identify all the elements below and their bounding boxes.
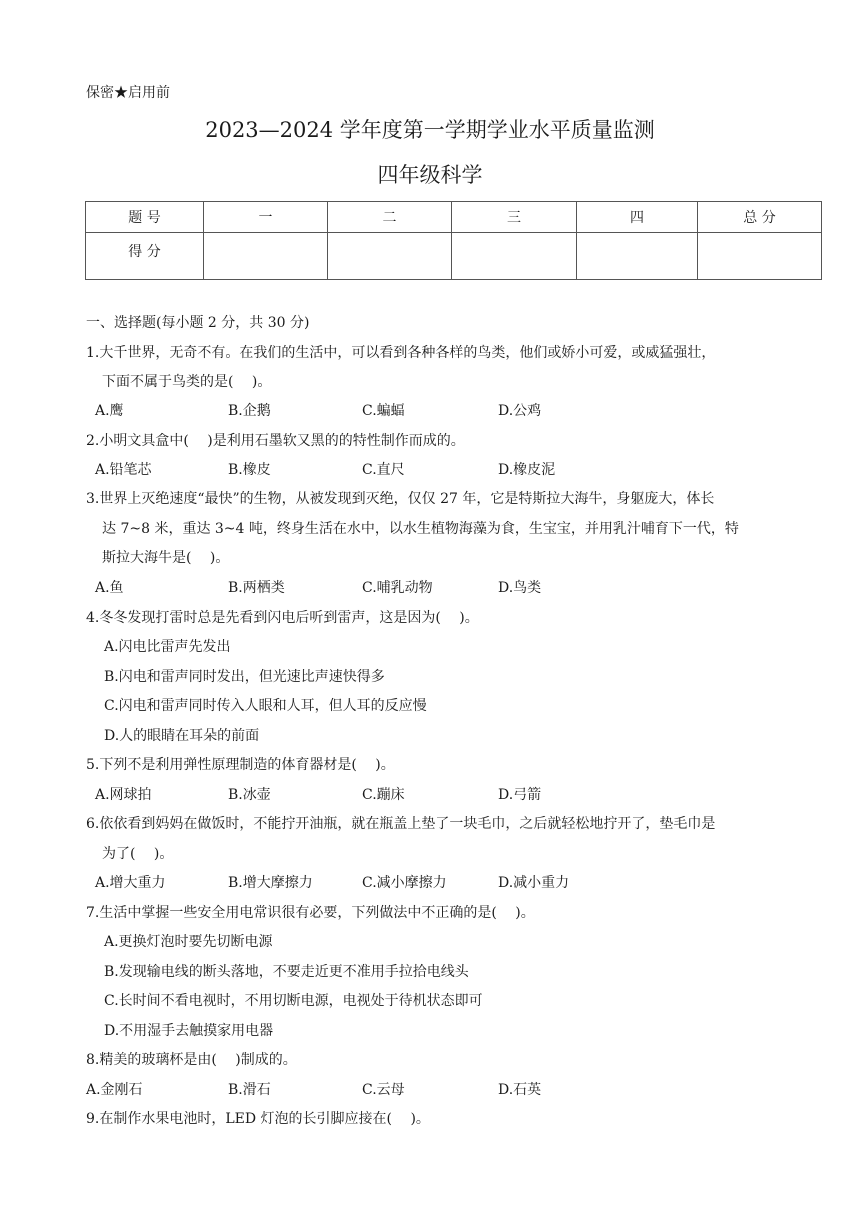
question-6-option-a: A.增大重力	[95, 875, 166, 891]
header-cell-question-number: 题 号	[86, 202, 204, 233]
question-1-option-d: D.公鸡	[498, 403, 542, 419]
question-5-option-a: A.网球拍	[95, 787, 152, 803]
question-2-option-d: D.橡皮泥	[498, 462, 556, 478]
confidential-label: 保密★启用前	[86, 85, 170, 101]
question-1-line-2: 下面不属于鸟类的是( )。	[102, 374, 272, 390]
score-cell[interactable]	[452, 233, 577, 280]
score-row-label: 得 分	[86, 233, 204, 280]
score-cell[interactable]	[577, 233, 698, 280]
question-2-line-1: 2.小明文具盒中( )是利用石墨软又黑的的特性制作而成的。	[86, 433, 465, 449]
question-7-option-b: B.发现输电线的断头落地，不要走近更不准用手拉拾电线头	[104, 964, 469, 980]
question-1-option-a: A.鹰	[95, 403, 124, 419]
question-3-option-c: C.哺乳动物	[362, 580, 433, 596]
question-4-option-c: C.闪电和雷声同时传入人眼和人耳，但人耳的反应慢	[104, 698, 427, 714]
question-3-option-b: B.两栖类	[228, 580, 285, 596]
question-8-option-a: A.金刚石	[86, 1082, 143, 1098]
header-cell-part-4: 四	[577, 202, 698, 233]
exam-subtitle: 四年级科学	[377, 163, 483, 187]
header-cell-part-1: 一	[204, 202, 328, 233]
question-6-option-b: B.增大摩擦力	[228, 875, 313, 891]
question-5-option-b: B.冰壶	[228, 787, 271, 803]
score-table-score-row	[86, 233, 822, 280]
question-2-option-a: A.铅笔芯	[95, 462, 152, 478]
question-3-option-d: D.鸟类	[498, 580, 542, 596]
question-7-option-c: C.长时间不看电视时，不用切断电源，电视处于待机状态即可	[104, 993, 483, 1009]
question-3-option-a: A.鱼	[95, 580, 124, 596]
question-3-line-1: 3.世界上灭绝速度“最快”的生物，从被发现到灭绝，仅仅 27 年，它是特斯拉大海牛，身躯庞大，体长	[86, 491, 715, 507]
score-cell[interactable]	[204, 233, 328, 280]
question-9-line-1: 9.在制作水果电池时，LED 灯泡的长引脚应接在( )。	[86, 1111, 430, 1127]
score-cell[interactable]	[698, 233, 822, 280]
question-5-option-c: C.蹦床	[362, 787, 405, 803]
question-6-line-1: 6.依依看到妈妈在做饭时，不能拧开油瓶，就在瓶盖上垫了一块毛巾，之后就轻松地拧开了，垫毛巾是	[86, 816, 716, 832]
section-heading: 一、选择题(每小题 2 分，共 30 分)	[86, 315, 310, 331]
header-cell-total: 总 分	[698, 202, 822, 233]
score-cell[interactable]	[328, 233, 452, 280]
question-1-line-1: 1.大千世界，无奇不有。在我们的生活中，可以看到各种各样的鸟类，他们或娇小可爱，或威猛强壮，	[86, 345, 716, 361]
question-7-option-a: A.更换灯泡时要先切断电源	[104, 934, 273, 950]
question-4-option-d: D.人的眼睛在耳朵的前面	[104, 728, 260, 744]
question-6-line-2: 为了( )。	[102, 846, 174, 862]
exam-title: 2023—2024 学年度第一学期学业水平质量监测	[205, 118, 655, 142]
question-6-option-c: C.减小摩擦力	[362, 875, 447, 891]
question-8-option-b: B.滑石	[228, 1082, 271, 1098]
question-4-line-1: 4.冬冬发现打雷时总是先看到闪电后听到雷声，这是因为( )。	[86, 610, 479, 626]
score-table	[85, 201, 822, 280]
question-2-option-b: B.橡皮	[228, 462, 271, 478]
question-1-option-b: B.企鹅	[228, 403, 271, 419]
question-8-option-c: C.云母	[362, 1082, 405, 1098]
question-3-line-3: 斯拉大海牛是( )。	[102, 550, 230, 566]
question-5-line-1: 5.下列不是利用弹性原理制造的体育器材是( )。	[86, 757, 395, 773]
header-cell-part-2: 二	[328, 202, 452, 233]
question-7-option-d: D.不用湿手去触摸家用电器	[104, 1023, 274, 1039]
question-1-option-c: C.蝙蝠	[362, 403, 405, 419]
question-4-option-b: B.闪电和雷声同时发出，但光速比声速快得多	[104, 669, 385, 685]
question-4-option-a: A.闪电比雷声先发出	[104, 639, 231, 655]
score-table-header-row	[86, 202, 822, 233]
question-3-line-2: 达 7~8 米，重达 3~4 吨，终身生活在水中，以水生植物海藻为食，生宝宝，并用乳汁哺育下一代，特	[102, 521, 739, 537]
header-cell-part-3: 三	[452, 202, 577, 233]
question-8-option-d: D.石英	[498, 1082, 542, 1098]
question-6-option-d: D.减小重力	[498, 875, 570, 891]
question-2-option-c: C.直尺	[362, 462, 405, 478]
question-8-line-1: 8.精美的玻璃杯是由( )制成的。	[86, 1052, 297, 1068]
question-5-option-d: D.弓箭	[498, 787, 542, 803]
question-7-line-1: 7.生活中掌握一些安全用电常识很有必要，下列做法中不正确的是( )。	[86, 905, 535, 921]
